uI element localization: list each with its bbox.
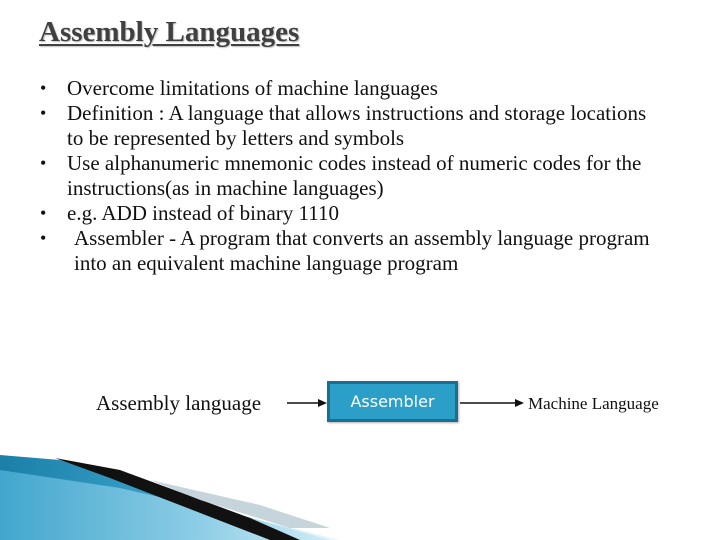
- assembly-language-label: Assembly language: [96, 391, 262, 415]
- bullet-marker: •: [40, 153, 47, 173]
- bullet-text: Use alphanumeric mnemonic codes instead of numeric codes for the instructions(as in machine languages): [67, 151, 642, 200]
- bullet-text: Assembler - A program that converts an assembly language program into an equivalent machine language program: [74, 226, 650, 275]
- bullet-marker: •: [40, 228, 47, 248]
- bullet-marker: •: [40, 203, 47, 223]
- bullet-text: Definition : A language that allows instructions and storage locations to be represented by letters and symbols: [67, 101, 647, 150]
- bullet-text: e.g. ADD instead of binary 1110: [67, 201, 339, 225]
- bullet-text: Overcome limitations of machine languages: [67, 76, 438, 100]
- arrow-input-head: [318, 399, 327, 407]
- arrow-output-head: [515, 399, 524, 407]
- assembler-box: Assembler: [327, 381, 458, 422]
- bullet-marker: •: [40, 78, 47, 98]
- bullet-marker: •: [40, 103, 47, 123]
- machine-language-label: Machine Language: [528, 394, 659, 413]
- page-title: Assembly Languages: [39, 16, 300, 48]
